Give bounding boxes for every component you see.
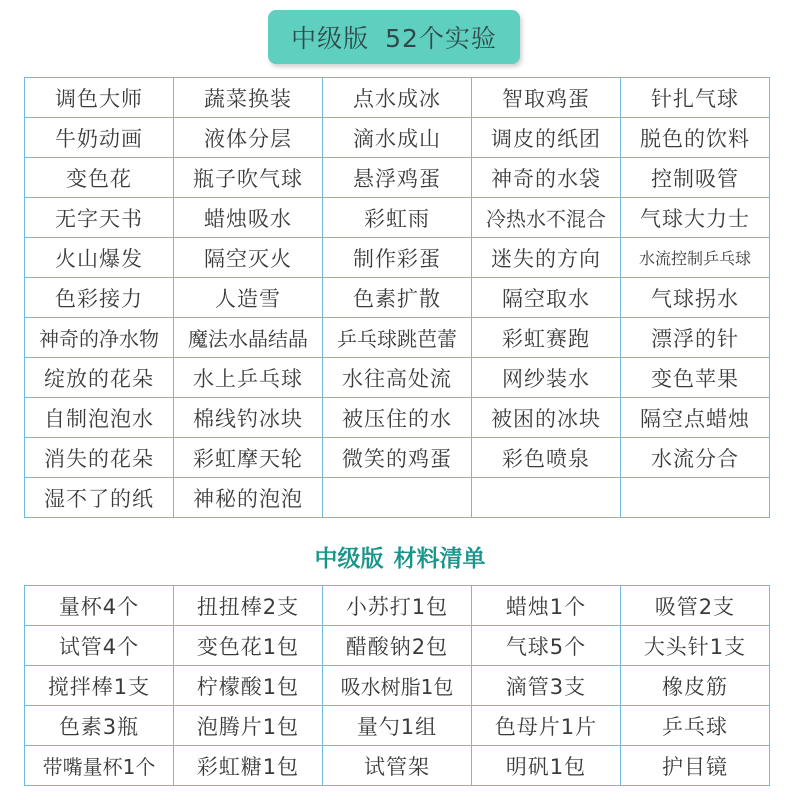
material-cell: 蜡烛1个 [472,586,621,626]
experiment-cell: 水上乒乓球 [174,358,323,398]
material-cell: 明矾1包 [472,746,621,786]
materials-heading [0,540,800,573]
experiment-cell: 绽放的花朵 [25,358,174,398]
experiment-cell: 自制泡泡水 [25,398,174,438]
experiment-cell: 网纱装水 [472,358,621,398]
experiment-cell: 微笑的鸡蛋 [323,438,472,478]
experiment-cell: 人造雪 [174,278,323,318]
material-cell: 柠檬酸1包 [174,666,323,706]
material-row [25,626,770,666]
title-count: 52个实验 [385,24,497,53]
materials-heading-label: 材料清单 [393,546,486,572]
experiment-cell: 悬浮鸡蛋 [323,158,472,198]
experiment-cell: 点水成冰 [323,78,472,118]
experiment-row [25,478,770,518]
experiment-cell: 被困的冰块 [472,398,621,438]
experiment-row [25,398,770,438]
experiment-cell: 迷失的方向 [472,238,621,278]
experiment-cell: 火山爆发 [25,238,174,278]
experiment-cell: 气球拐水 [621,278,770,318]
title-version: 中级版 [291,24,370,53]
experiment-cell: 被压住的水 [323,398,472,438]
experiment-row [25,238,770,278]
experiment-row [25,278,770,318]
experiment-cell: 水往高处流 [323,358,472,398]
experiment-cell: 冷热水不混合 [472,198,621,238]
material-cell: 变色花1包 [174,626,323,666]
experiment-cell: 彩虹雨 [323,198,472,238]
experiment-cell: 彩虹摩天轮 [174,438,323,478]
material-cell: 大头针1支 [621,626,770,666]
material-cell: 气球5个 [472,626,621,666]
material-row [25,706,770,746]
material-row [25,586,770,626]
experiment-row [25,158,770,198]
experiment-row [25,358,770,398]
material-cell: 滴管3支 [472,666,621,706]
experiment-cell [621,478,770,518]
material-cell: 吸管2支 [621,586,770,626]
experiments-table [24,77,770,518]
material-cell: 橡皮筋 [621,666,770,706]
experiment-cell: 彩色喷泉 [472,438,621,478]
material-cell: 试管架 [323,746,472,786]
materials-heading-version: 中级版 [314,546,384,572]
experiment-cell: 色素扩散 [323,278,472,318]
material-cell: 试管4个 [25,626,174,666]
experiment-cell: 魔法水晶结晶 [174,318,323,358]
material-cell: 量勺1组 [323,706,472,746]
material-cell: 乒乓球 [621,706,770,746]
material-cell: 带嘴量杯1个 [25,746,174,786]
material-row [25,666,770,706]
experiment-cell: 瓶子吹气球 [174,158,323,198]
experiment-cell: 液体分层 [174,118,323,158]
experiment-cell: 滴水成山 [323,118,472,158]
experiment-cell: 神奇的水袋 [472,158,621,198]
experiment-cell: 调色大师 [25,78,174,118]
experiment-cell: 制作彩蛋 [323,238,472,278]
materials-table [24,585,770,786]
material-cell: 泡腾片1包 [174,706,323,746]
experiment-cell: 乒乓球跳芭蕾 [323,318,472,358]
material-cell: 彩虹糖1包 [174,746,323,786]
experiment-cell: 隔空点蜡烛 [621,398,770,438]
experiment-cell: 针扎气球 [621,78,770,118]
experiment-cell: 脱色的饮料 [621,118,770,158]
experiment-cell: 变色花 [25,158,174,198]
experiment-cell: 棉线钓冰块 [174,398,323,438]
material-cell: 量杯4个 [25,586,174,626]
material-cell: 护目镜 [621,746,770,786]
experiment-row [25,78,770,118]
material-cell: 扭扭棒2支 [174,586,323,626]
experiment-cell: 控制吸管 [621,158,770,198]
experiment-row [25,438,770,478]
material-cell: 色素3瓶 [25,706,174,746]
experiment-cell: 水流分合 [621,438,770,478]
experiment-cell [472,478,621,518]
experiment-cell: 神秘的泡泡 [174,478,323,518]
experiment-cell: 牛奶动画 [25,118,174,158]
experiment-row [25,318,770,358]
experiment-cell: 水流控制乒乓球 [621,238,770,278]
experiment-cell: 蔬菜换装 [174,78,323,118]
material-cell: 小苏打1包 [323,586,472,626]
experiment-cell: 变色苹果 [621,358,770,398]
material-cell: 醋酸钠2包 [323,626,472,666]
experiment-row [25,198,770,238]
experiment-cell [323,478,472,518]
page-title [268,10,520,64]
experiment-cell: 漂浮的针 [621,318,770,358]
material-cell: 色母片1片 [472,706,621,746]
experiment-cell: 消失的花朵 [25,438,174,478]
material-cell: 搅拌棒1支 [25,666,174,706]
experiment-cell: 彩虹赛跑 [472,318,621,358]
experiment-cell: 气球大力士 [621,198,770,238]
experiment-row [25,118,770,158]
experiment-cell: 调皮的纸团 [472,118,621,158]
material-row [25,746,770,786]
experiment-cell: 神奇的净水物 [25,318,174,358]
experiment-cell: 隔空取水 [472,278,621,318]
experiment-cell: 隔空灭火 [174,238,323,278]
experiment-cell: 湿不了的纸 [25,478,174,518]
material-cell: 吸水树脂1包 [323,666,472,706]
experiment-cell: 色彩接力 [25,278,174,318]
experiment-cell: 智取鸡蛋 [472,78,621,118]
experiment-cell: 无字天书 [25,198,174,238]
experiment-cell: 蜡烛吸水 [174,198,323,238]
